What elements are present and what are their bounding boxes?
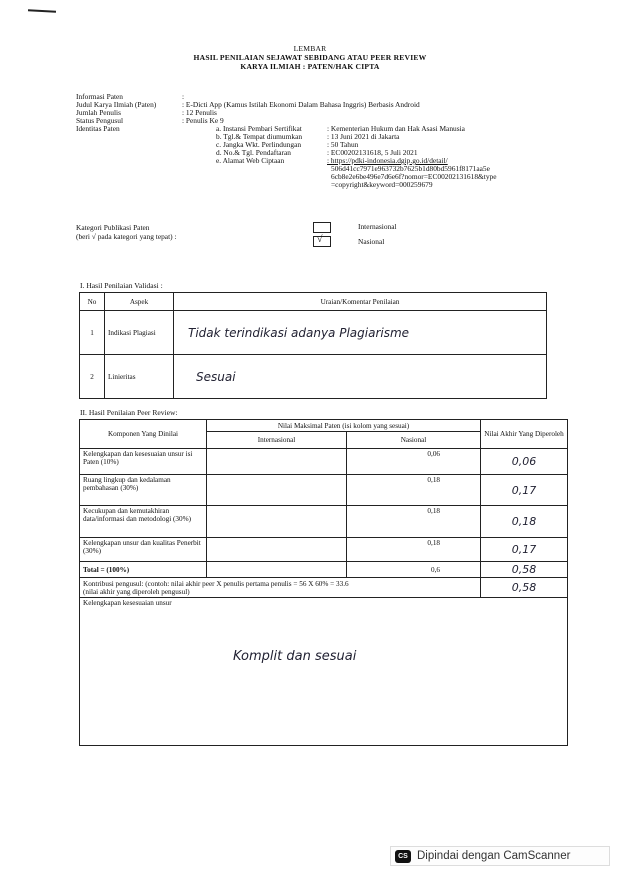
kelengkapan-value: Komplit dan sesuai xyxy=(233,649,357,664)
kontribusi-label: Kontribusi pengusul: (contoh: nilai akhir peer X penulis pertama penulis = 56 X 60% = 33.6 xyxy=(83,579,349,588)
total-akhir: 0,58 xyxy=(481,562,568,578)
table-row xyxy=(80,475,568,506)
table-row xyxy=(80,311,547,355)
kelengkapan-label: Kelengkapan kesesuaian unsur xyxy=(83,599,172,607)
doc-header-line3: KARYA ILMIAH : PATEN/HAK CIPTA xyxy=(240,62,380,71)
doc-header-line2: HASIL PENILAIAN SEJAWAT SEBIDANG ATAU PEER REVIEW xyxy=(193,53,427,62)
peer-review-table xyxy=(79,419,568,746)
check-icon: √ xyxy=(317,234,323,245)
camscanner-logo-icon: CS xyxy=(395,850,411,863)
web-link[interactable]: : https://pdki-indonesia.dgip.go.id/detail/ xyxy=(327,156,448,165)
identitas-item-label: e. Alamat Web Ciptaan xyxy=(216,156,285,165)
akhir-cell: 0,06 xyxy=(481,449,568,475)
identitas-item-label: b. Tgl.& Tempat diumumkan xyxy=(216,132,303,141)
nasional-cell: 0,18 xyxy=(347,475,481,506)
col-akhir: Nilai Akhir Yang Diperoleh xyxy=(481,420,568,449)
kategori-label: Kategori Publikasi Paten xyxy=(76,223,150,232)
identitas-item-value: : Kementerian Hukum dan Hak Asasi Manusia xyxy=(327,124,465,133)
col-aspek: Aspek xyxy=(105,293,174,311)
akhir-cell: 0,17 xyxy=(481,475,568,506)
internasional-cell xyxy=(207,449,347,475)
judul-value: : E-Dicti App (Kamus Istilah Ekonomi Dalam Bahasa Inggris) Berbasis Android xyxy=(182,100,420,109)
camscanner-footer xyxy=(390,846,610,866)
total-label: Total = (100%) xyxy=(80,562,207,578)
jumlah-label: Jumlah Penulis xyxy=(76,108,121,117)
info-label: Informasi Paten xyxy=(76,92,123,101)
akhir-cell: 0,18 xyxy=(481,506,568,538)
web-link-cont: =copyright&keyword=000259679 xyxy=(331,180,433,189)
internasional-cell xyxy=(207,562,347,578)
komponen-cell: Kecukupan dan kemutakhiran data/informasi dan metodologi (30%) xyxy=(80,506,207,538)
checkbox-nasional[interactable] xyxy=(313,236,331,247)
table-row xyxy=(80,449,568,475)
section2-title: II. Hasil Penilaian Peer Review: xyxy=(80,408,178,417)
identitas-item-value: : 13 Juni 2021 di Jakarta xyxy=(327,132,400,141)
validasi-table xyxy=(79,292,547,399)
scan-mark xyxy=(28,9,56,12)
col-internasional: Internasional xyxy=(207,432,347,449)
komponen-cell: Ruang lingkup dan kedalaman pembahasan (30%) xyxy=(80,475,207,506)
nasional-cell: 0,06 xyxy=(347,449,481,475)
internasional-cell xyxy=(207,475,347,506)
akhir-cell: 0,17 xyxy=(481,538,568,562)
identitas-item-value: : EC00202131618, 5 Juli 2021 xyxy=(327,148,418,157)
col-uraian: Uraian/Komentar Penilaian xyxy=(174,293,547,311)
komponen-cell: Kelengkapan unsur dan kualitas Penerbit (30%) xyxy=(80,538,207,562)
internasional-cell xyxy=(207,538,347,562)
row-aspek: Indikasi Plagiasi xyxy=(105,311,174,355)
kontribusi-row xyxy=(80,578,568,598)
komponen-cell: Kelengkapan dan kesesuaian unsur isi Paten (10%) xyxy=(80,449,207,475)
kontribusi-label2: (nilai akhir yang diperoleh pengusul) xyxy=(83,587,190,596)
identitas-item-label: c. Jangka Wkt. Perlindungan xyxy=(216,140,302,149)
identitas-label: Identitas Paten xyxy=(76,124,120,133)
doc-header-line1: LEMBAR xyxy=(293,44,327,53)
kontribusi-cell xyxy=(80,578,481,598)
col-no: No xyxy=(80,293,105,311)
kelengkapan-cell xyxy=(80,598,568,746)
judul-label: Judul Karya Ilmiah (Paten) xyxy=(76,100,157,109)
total-row xyxy=(80,562,568,578)
total-nasional: 0,6 xyxy=(347,562,481,578)
internasional-label: Internasional xyxy=(358,222,397,231)
col-nasional: Nasional xyxy=(347,432,481,449)
nasional-cell: 0,18 xyxy=(347,538,481,562)
web-link-cont: 6cb8e2e6be496e7d6e6f?nomor=EC00202131618&type xyxy=(331,172,497,181)
section1-title: I. Hasil Penilaian Validasi : xyxy=(80,281,163,290)
table-row xyxy=(80,506,568,538)
kontribusi-value: 0,58 xyxy=(481,578,568,598)
web-link-cont: 506d41cc7971e963732b7625b1d80bd5961f8171aa5e xyxy=(331,164,490,173)
row-komentar: Tidak terindikasi adanya Plagiarisme xyxy=(174,311,547,355)
row-komentar: Sesuai xyxy=(174,355,547,399)
table-row xyxy=(80,538,568,562)
identitas-item-label: d. No.& Tgl. Pendaftaran xyxy=(216,148,291,157)
col-komponen: Komponen Yang Dinilai xyxy=(80,420,207,449)
row-no: 2 xyxy=(80,355,105,399)
col-nilai-max: Nilai Maksimal Paten (isi kolom yang sesuai) xyxy=(207,420,481,432)
status-label: Status Pengusul xyxy=(76,116,124,125)
status-value: : Penulis Ke 9 xyxy=(182,116,224,125)
identitas-item-label: a. Instansi Pembari Sertifikat xyxy=(216,124,302,133)
kategori-hint: (beri √ pada kategori yang tepat) : xyxy=(76,232,177,241)
jumlah-value: : 12 Penulis xyxy=(182,108,217,117)
info-colon: : xyxy=(182,92,185,101)
nasional-label: Nasional xyxy=(358,237,385,246)
nasional-cell: 0,18 xyxy=(347,506,481,538)
kelengkapan-row xyxy=(80,598,568,746)
row-aspek: Linieritas xyxy=(105,355,174,399)
identitas-item-value: : 50 Tahun xyxy=(327,140,359,149)
internasional-cell xyxy=(207,506,347,538)
table-row xyxy=(80,355,547,399)
row-no: 1 xyxy=(80,311,105,355)
camscanner-text: Dipindai dengan CamScanner xyxy=(417,850,571,862)
checkbox-internasional[interactable] xyxy=(313,222,331,233)
